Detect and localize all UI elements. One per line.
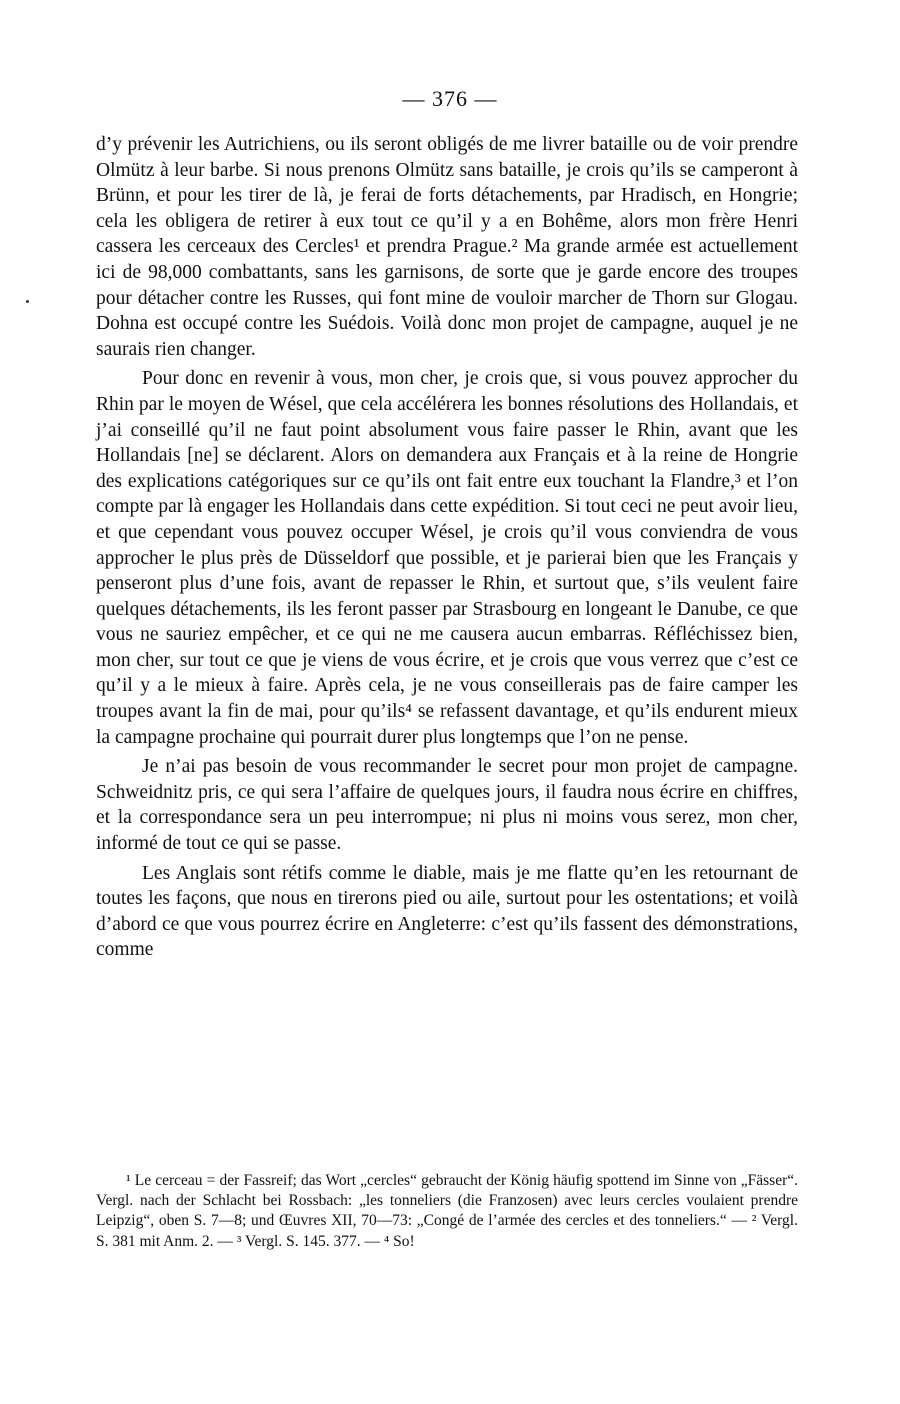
- margin-mark: [26, 300, 29, 303]
- paragraph-1: d’y prévenir les Autrichiens, ou ils seront obligés de me livrer bataille ou de voir prendre Olmütz à leur barbe. Si nous prenons Olmütz sans bataille, je crois qu’ils se camperont à Brünn, et pour les tirer de là, je ferai de forts détachements, par Hradisch, en Hongrie; cela les obligera de retirer à eux tout ce qu’il y a en Bohême, alors mon frère Henri cassera les cerceaux des Cercles¹ et prendra Prague.² Ma grande armée est actuellement ici de 98,000 combattants, sans les garnisons, de sorte que je garde encore des troupes pour détacher contre les Russes, qui font mine de vouloir marcher de Thorn sur Glogau. Dohna est occupé contre les Suédois. Voilà donc mon projet de campagne, auquel je ne saurais rien changer.: [96, 134, 798, 360]
- paragraph-4: Les Anglais sont rétifs comme le diable, mais je me flatte qu’en les retournant de toutes les façons, que nous en tirerons pied ou aile, surtout pour les ostentations; et voilà d’abord ce que vous pourrez écrire en Angleterre: c’est qu’ils fassent des démonstrations, comme: [96, 862, 798, 961]
- body-text: [96, 132, 798, 967]
- paragraph-2: Pour donc en revenir à vous, mon cher, je crois que, si vous pouvez approcher du Rhin par le moyen de Wésel, que cela accélérera les bonnes résolutions des Hollandais, et j’ai conseillé qu’il ne faut point absolument vous faire passer le Rhin, avant que les Hollandais [ne] se déclarent. Alors on demandera aux Français et à la reine de Hongrie des explications catégoriques sur ce qu’ils ont fait entre eux touchant la Flandre,³ et l’on compte par là engager les Hollandais dans cette expédition. Si tout ceci ne peut avoir lieu, et que cependant vous pouvez occuper Wésel, je crois qu’il vous conviendra de vous approcher le plus près de Düsseldorf que possible, et je parierai bien que les Français y penseront plus d’une fois, avant de repasser le Rhin, et surtout que, s’ils veulent faire quelques détachements, ils les feront passer par Strasbourg en longeant le Danube, ce que vous ne sauriez empêcher, et ce qui ne me causera aucun embarras. Réfléchissez bien, mon cher, sur tout ce que je viens de vous écrire, et je crois que vous verrez que c’est ce qu’il y a le mieux à faire. Après cela, je ne vous conseillerais pas de faire camper les troupes avant la fin de mai, pour qu’ils⁴ se refassent davantage, et qu’ils endurent mieux la campagne prochaine qui pourrait durer plus longtemps que l’on ne pense.: [96, 368, 798, 748]
- footnotes: [96, 1171, 798, 1252]
- page-number: — 376 —: [402, 86, 498, 111]
- paragraph-3: Je n’ai pas besoin de vous recommander le secret pour mon projet de campagne. Schweidnitz pris, ce qui sera l’affaire de quelques jours, il faudra nous écrire en chiffres, et la correspondance sera un peu interrompue; ni plus ni moins vous serez, mon cher, informé de tout ce qui se passe.: [96, 756, 798, 855]
- footnote-text: ¹ Le cerceau = der Fassreif; das Wort „cercles“ gebraucht der König häufig spottend im Sinne von „Fässer“. Vergl. nach der Schlacht bei Rossbach: „les tonneliers (die Franzosen) avec leurs cercles voulaient prendre Leipzig“, oben S. 7—8; und Œuvres XII, 70—73: „Congé de l’armée des cercles et des tonneliers.“ — ² Vergl. S. 381 mit Anm. 2. — ³ Vergl. S. 145. 377. — ⁴ So!: [96, 1172, 798, 1250]
